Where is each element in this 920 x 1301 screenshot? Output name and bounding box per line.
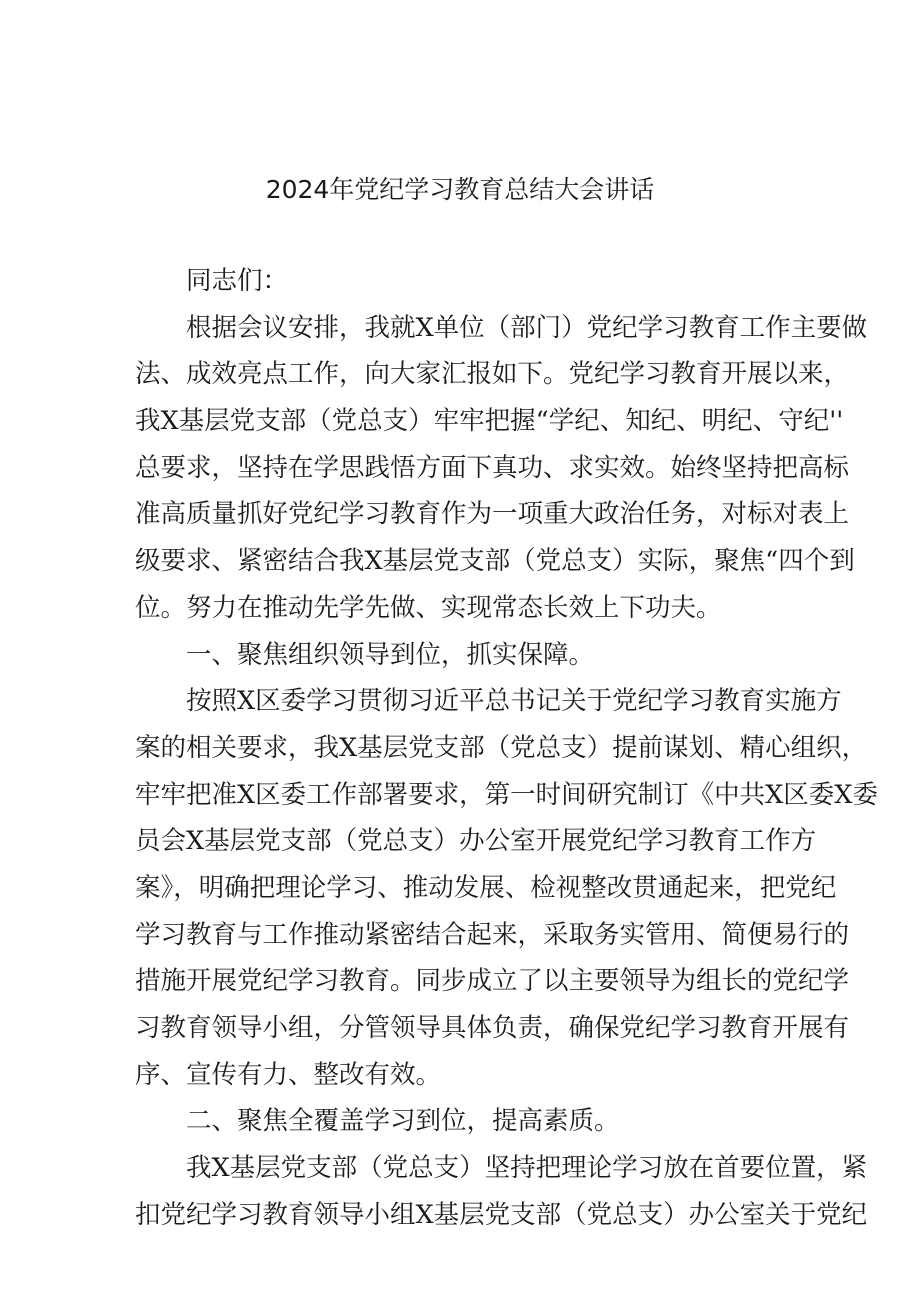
body-line: 级要求、紧密结合我X基层党支部（党总支）实际，聚焦“四个到 — [135, 546, 855, 577]
section-heading: 二、聚焦全覆盖学习到位，提高素质。 — [186, 1106, 620, 1137]
body-line: 法、成效亮点工作，向大家汇报如下。党纪学习教育开展以来， — [135, 359, 850, 390]
section-heading: 一、聚焦组织领导到位，抓实保障。 — [186, 639, 595, 670]
body-line: 序、宣传有力、整改有效。 — [135, 1059, 442, 1090]
body-line: 总要求，坚持在学思践悟方面下真功、求实效。始终坚持把高标 — [135, 452, 850, 483]
body-line: 我X基层党支部（党总支）坚持把理论学习放在首要位置，紧 — [186, 1153, 868, 1184]
body-line: 同志们： — [186, 266, 289, 296]
body-line: 根据会议安排，我就X单位（部门）党纪学习教育工作主要做 — [186, 312, 868, 343]
body-line: 措施开展党纪学习教育。同步成立了以主要领导为组长的党纪学 — [135, 966, 850, 997]
body-line: 我X基层党支部（党总支）牢牢把握“学纪、知纪、明纪、守纪'' — [135, 406, 844, 437]
body-line: 案》，明确把理论学习、推动发展、检视整改贯通起来，把党纪 — [135, 872, 837, 903]
body-line: 牢牢把准X区委工作部署要求，第一时间研究制订《中共X区委X委 — [135, 779, 878, 810]
body-line: 位。努力在推动先学先做、实现常态长效上下功夫。 — [135, 592, 722, 623]
body-line: 扣党纪学习教育领导小组X基层党支部（党总支）办公室关于党纪 — [135, 1199, 868, 1230]
body-line: 案的相关要求，我X基层党支部（党总支）提前谋划、精心组织， — [135, 732, 868, 763]
document-body — [135, 258, 878, 1238]
body-line: 员会X基层党支部（党总支）办公室开展党纪学习教育工作方 — [135, 826, 817, 857]
body-line: 学习教育与工作推动紧密结合起来，采取务实管用、简便易行的 — [135, 919, 850, 950]
document-title: 2024年党纪学习教育总结大会讲话 — [265, 175, 655, 204]
body-line: 习教育领导小组，分管领导具体负责，确保党纪学习教育开展有 — [135, 1013, 850, 1043]
body-line: 准高质量抓好党纪学习教育作为一项重大政治任务，对标对表上 — [135, 499, 850, 530]
body-line: 按照X区委学习贯彻习近平总书记关于党纪学习教育实施方 — [186, 686, 842, 717]
